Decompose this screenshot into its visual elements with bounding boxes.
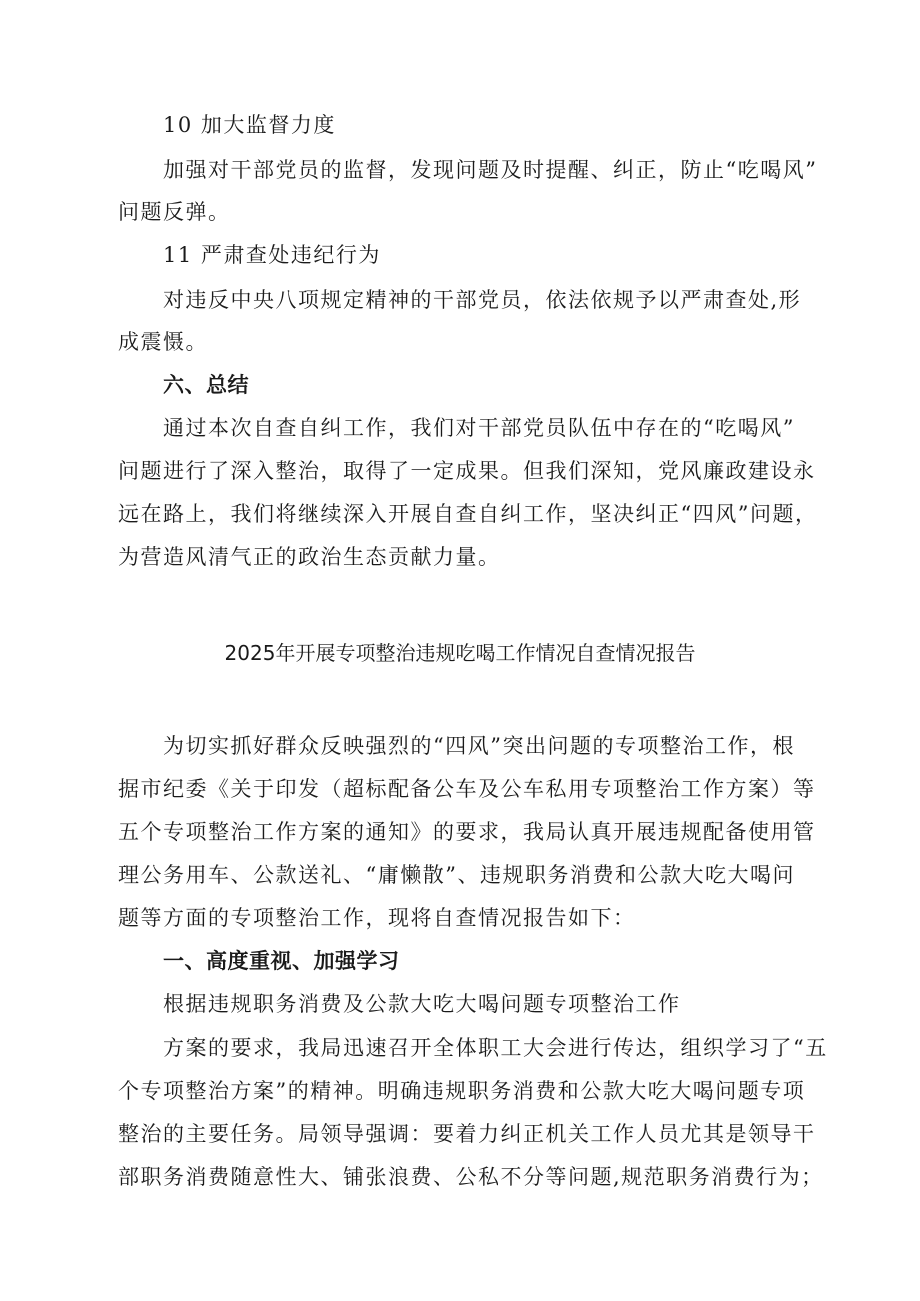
intro-line-2: 据市纪委《关于印发（超标配备公车及公车私用专项整治工作方案）等 [118,777,816,801]
section-1-line-2: 方案的要求，我局迅速召开全体职工大会进行传达，组织学习了“五 [163,1036,828,1060]
section-1-heading: 一、高度重视、加强学习 [163,949,400,973]
summary-line-2: 问题进行了深入整治，取得了一定成果。但我们深知，党风廉政建设永 [118,459,816,483]
section-1-line-1: 根据违规职务消费及公款大吃大喝问题专项整治工作 [163,992,681,1016]
section-1-line-5: 部职务消费随意性大、铺张浪费、公私不分等问题,规范职务消费行为； [118,1165,824,1189]
intro-line-5: 题等方面的专项整治工作，现将自查情况报告如下： [118,906,636,930]
item-11-body-line-1: 对违反中央八项规定精神的干部党员，依法依规予以严肃查处,形 [163,288,802,312]
intro-line-4: 理公务用车、公款送礼、“庸懒散”、违规职务消费和公款大吃大喝问 [118,863,795,887]
summary-line-1: 通过本次自查自纠工作，我们对干部党员队伍中存在的“吃喝风” [163,416,795,440]
intro-line-1: 为切实抓好群众反映强烈的“四风”突出问题的专项整治工作，根 [163,734,795,758]
item-10-body-line-2: 问题反弹。 [118,200,231,224]
item-10-title: 10 加大监督力度 [163,113,336,137]
section-1-line-4: 整治的主要任务。局领导强调：要着力纠正机关工作人员尤其是领导干 [118,1122,816,1146]
item-11-title: 11 严肃查处违纪行为 [163,243,381,267]
summary-heading: 六、总结 [163,373,249,397]
item-11-body-line-2: 成震慑。 [118,330,208,354]
report-title: 2025年开展专项整治违规吃喝工作情况自查情况报告 [224,641,696,665]
summary-line-4: 为营造风清气正的政治生态贡献力量。 [118,545,501,569]
summary-line-3: 远在路上，我们将继续深入开展自查自纠工作，坚决纠正“四风”问题， [118,502,818,526]
intro-line-3: 五个专项整治工作方案的通知》的要求，我局认真开展违规配备使用管 [118,820,816,844]
section-1-line-3: 个专项整治方案”的精神。明确违规职务消费和公款大吃大喝问题专项 [118,1079,806,1103]
item-10-body-line-1: 加强对干部党员的监督，发现问题及时提醒、纠正，防止“吃喝风” [163,158,818,182]
